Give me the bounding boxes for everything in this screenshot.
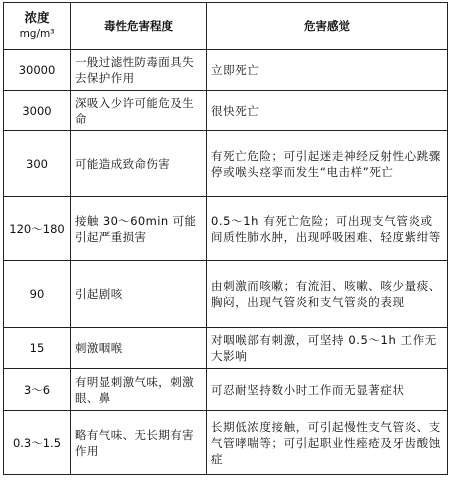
- cell-feeling: 可忍耐坚持数小时工作而无显著症状: [207, 369, 448, 411]
- table-row: [4, 369, 448, 411]
- table-row: [4, 328, 448, 369]
- cell-feeling: 0.5～1h 有死亡危险；可出现支气管炎或间质性肺水肿，出现呼吸困难、轻度紫绀等: [207, 197, 448, 261]
- table-row: [4, 50, 448, 91]
- header-concentration-title: 浓度: [24, 10, 50, 25]
- table-row: [4, 91, 448, 131]
- header-feeling: 危害感觉: [207, 3, 448, 50]
- table-row: [4, 261, 448, 328]
- table-row: [4, 411, 448, 475]
- cell-concentration: 0.3～1.5: [4, 411, 71, 475]
- cell-degree: 一般过滤性防毒面具失去保护作用: [71, 50, 207, 91]
- table-row: [4, 197, 448, 261]
- cell-degree: 刺激咽喉: [71, 328, 207, 369]
- header-concentration-unit: mg/m³: [19, 28, 55, 40]
- cell-feeling: 立即死亡: [207, 50, 448, 91]
- cell-degree: 可能造成致命伤害: [71, 131, 207, 197]
- cell-degree: 略有气味、无长期有害作用: [71, 411, 207, 475]
- cell-concentration: 3000: [4, 91, 71, 131]
- cell-degree: 有明显刺激气味，刺激眼、鼻: [71, 369, 207, 411]
- cell-concentration: 300: [4, 131, 71, 197]
- cell-concentration: 90: [4, 261, 71, 328]
- cell-concentration: 15: [4, 328, 71, 369]
- cell-concentration: 3～6: [4, 369, 71, 411]
- cell-degree: 引起剧咳: [71, 261, 207, 328]
- cell-feeling: 对咽喉部有刺激，可坚持 0.5～1h 工作无大影响: [207, 328, 448, 369]
- cell-feeling: 长期低浓度接触，可引起慢性支气管炎、支气管哮喘等；可引起职业性痤疮及牙齿酸蚀症: [207, 411, 448, 475]
- toxicity-table: [3, 2, 448, 475]
- cell-concentration: 120～180: [4, 197, 71, 261]
- cell-feeling: 很快死亡: [207, 91, 448, 131]
- header-degree: 毒性危害程度: [71, 3, 207, 50]
- cell-concentration: 30000: [4, 50, 71, 91]
- cell-degree: 深吸入少许可能危及生命: [71, 91, 207, 131]
- cell-feeling: 有死亡危险；可引起迷走神经反射性心跳骤停或喉头痉挛而发生“电击样”死亡: [207, 131, 448, 197]
- cell-degree: 接触 30～60min 可能引起严重损害: [71, 197, 207, 261]
- header-concentration: [4, 3, 71, 50]
- table-row: [4, 131, 448, 197]
- table-header-row: [4, 3, 448, 50]
- cell-feeling: 由刺激而咳嗽；有流泪、咳嗽、咳少量痰、胸闷，出现气管炎和支气管炎的表现: [207, 261, 448, 328]
